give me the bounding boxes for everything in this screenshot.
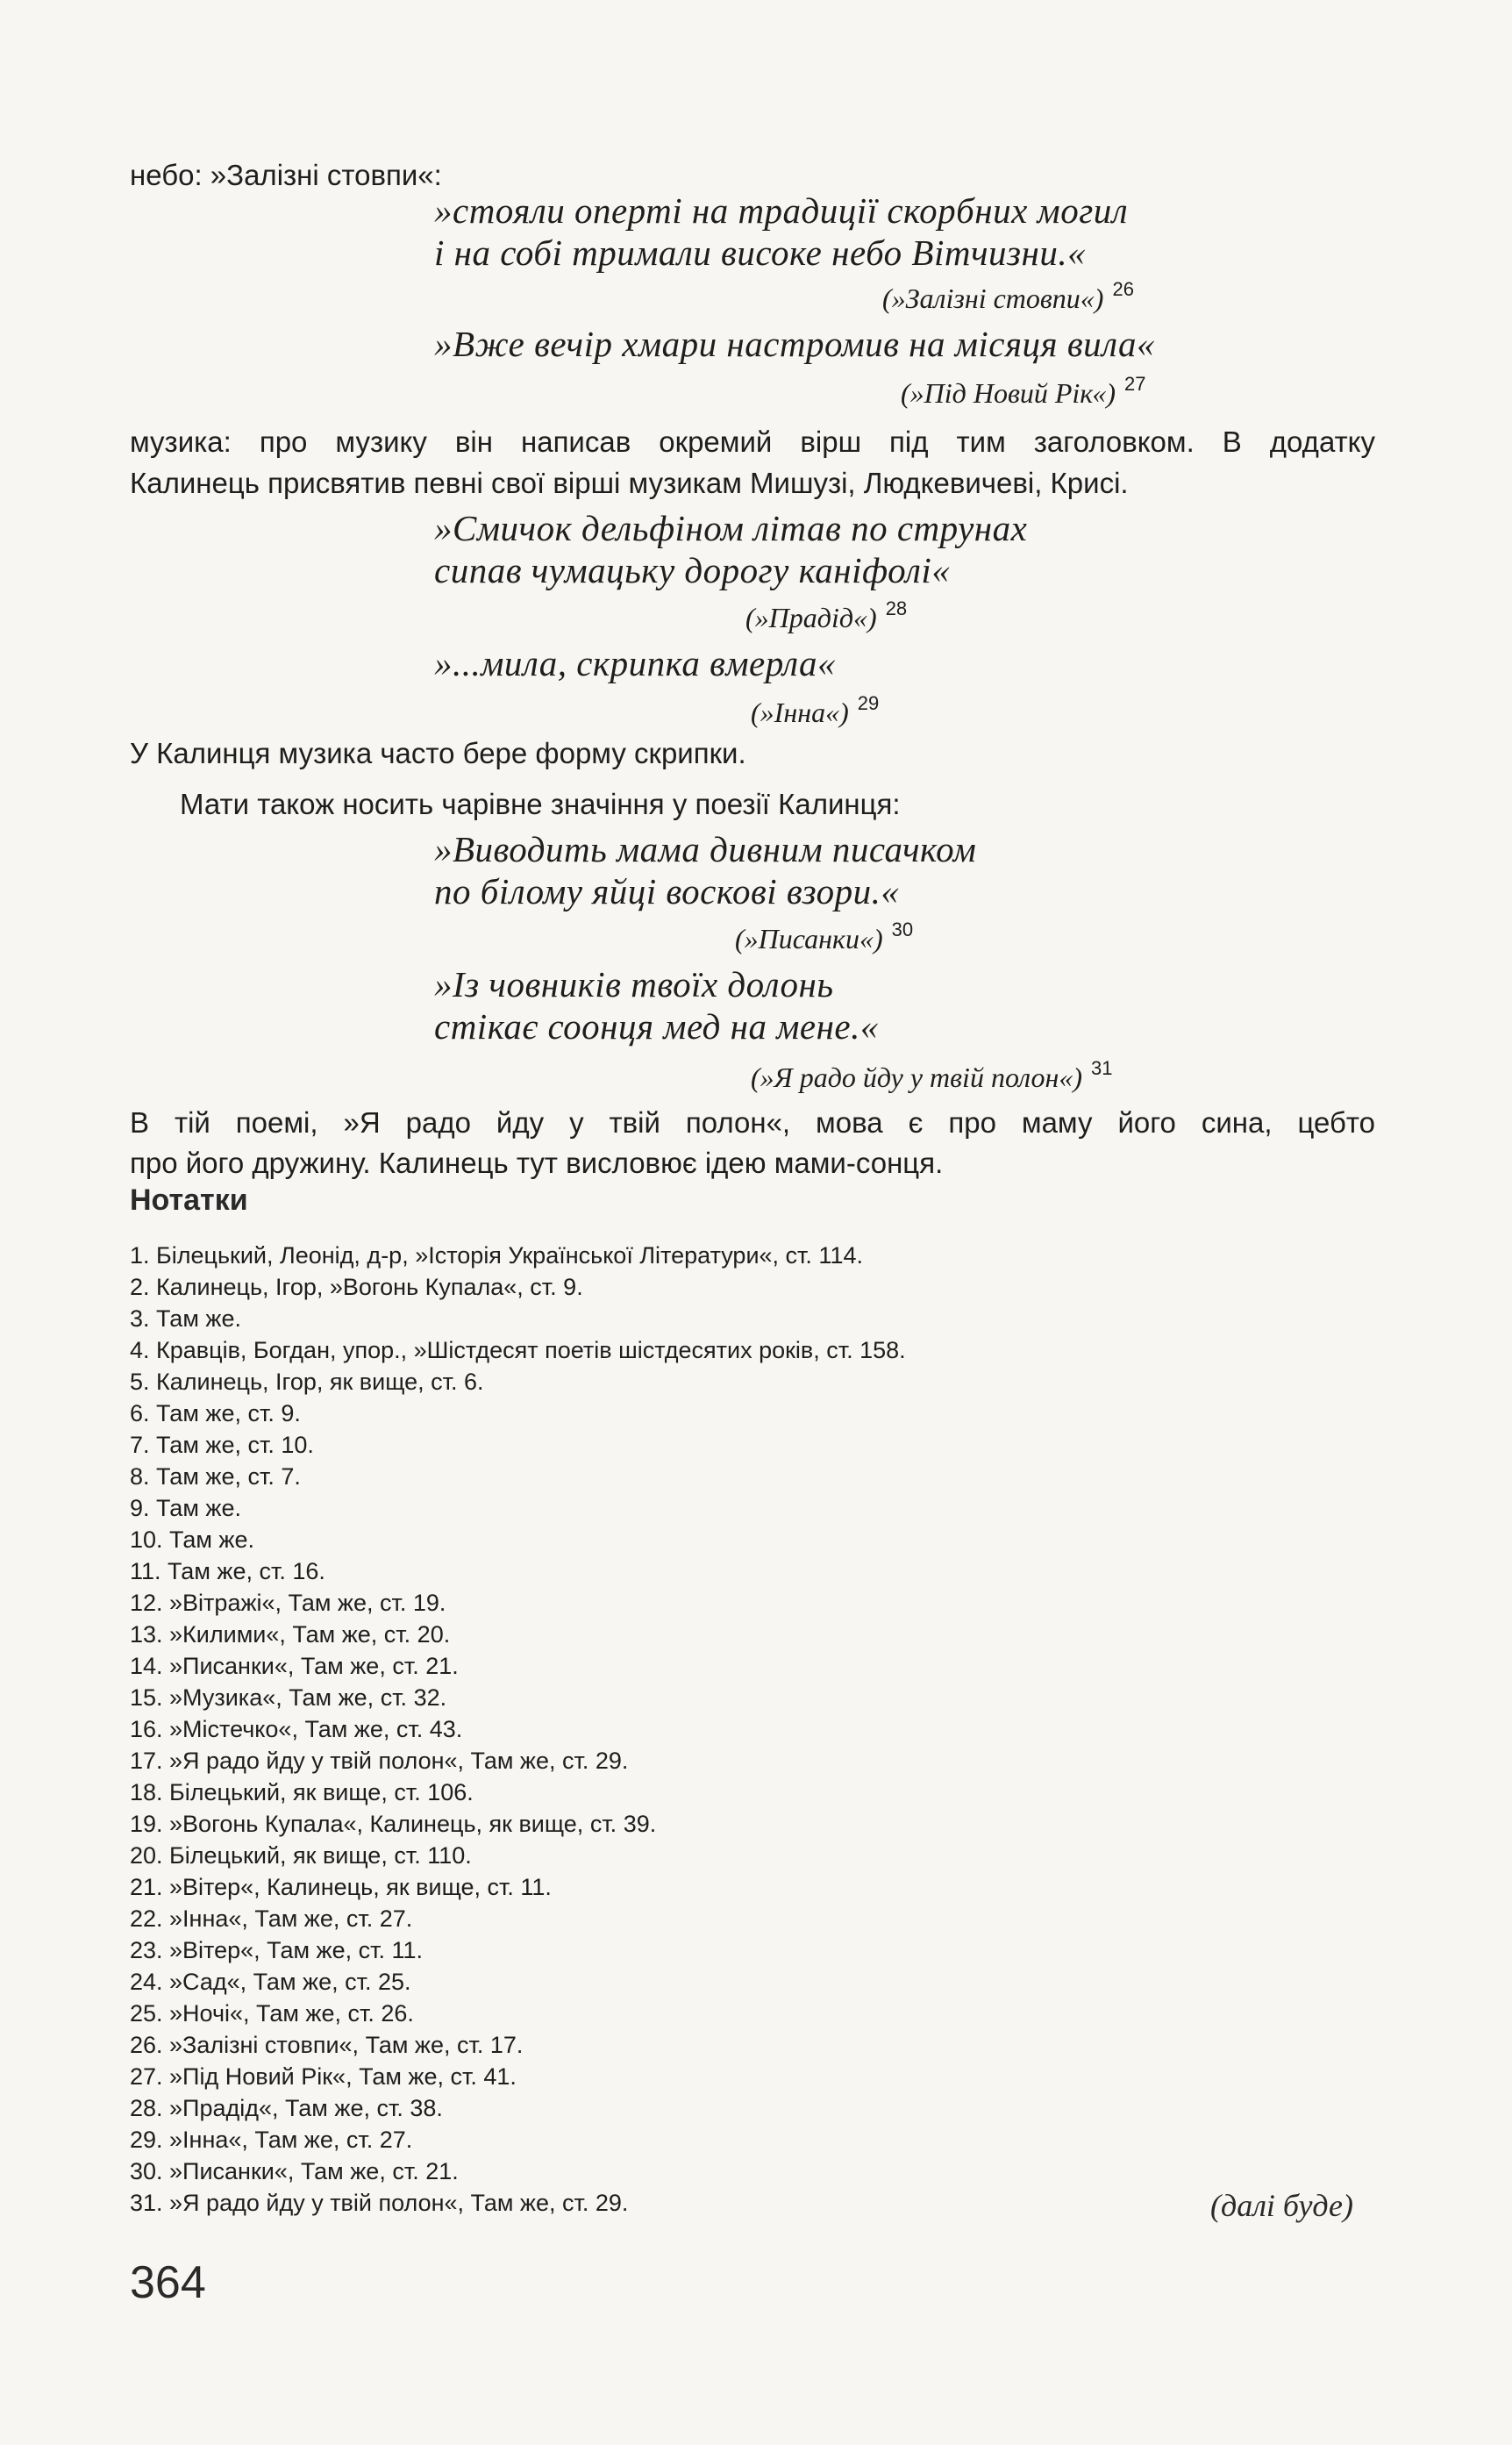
note-item: 14. »Писанки«, Там же, ст. 21.	[130, 1653, 459, 1679]
note-item: 27. »Під Новий Рік«, Там же, ст. 41.	[130, 2063, 517, 2090]
note-item: 6. Там же, ст. 9.	[130, 1400, 301, 1426]
quote-source	[751, 686, 879, 730]
paragraph-music-line: музика: про музику він написав окремий вірш під тим заголовком. В додатку	[130, 425, 1375, 458]
note-item: 24. »Сад«, Там же, ст. 25.	[130, 1969, 411, 1995]
footnote-ref: 26	[1112, 278, 1134, 300]
quote-line: стікає соонця мед на мене.«	[434, 1006, 879, 1047]
paragraph-poem-line: про його дружину. Калинець тут висловює ідею мами-сонця.	[130, 1147, 944, 1179]
quote-source-title: (»Інна«)	[751, 697, 849, 728]
footnote-ref: 31	[1091, 1057, 1113, 1079]
quote-line: по білому яйці воскові взори.«	[434, 871, 900, 912]
paragraph-music-line: Калинець присвятив певні свої вірші музикам Мишузі, Людкевичеві, Крисі.	[130, 467, 1129, 499]
note-item: 23. »Вітер«, Там же, ст. 11.	[130, 1937, 424, 1963]
note-item: 11. Там же, ст. 16.	[130, 1558, 325, 1584]
note-item: 21. »Вітер«, Калинець, як вище, ст. 11.	[130, 1874, 552, 1900]
note-item: 10. Там же.	[130, 1526, 254, 1553]
notes-heading: Нотатки	[130, 1183, 248, 1217]
note-item: 1. Білецький, Леонід, д-р, »Історія Української Літератури«, ст. 114.	[130, 1242, 863, 1269]
note-item: 18. Білецький, як вище, ст. 106.	[130, 1779, 474, 1805]
quote-line: і на собі тримали високе небо Вітчизни.«	[434, 232, 1087, 273]
note-item: 20. Білецький, як вище, ст. 110.	[130, 1842, 472, 1869]
quote-line: »Вже вечір хмари настромив на місяця вила«	[434, 324, 1156, 364]
note-item: 5. Калинець, Ігор, як вище, ст. 6.	[130, 1369, 484, 1395]
quote-source-title: (»Писанки«)	[735, 923, 883, 954]
footnote-ref: 28	[885, 597, 908, 619]
quote-source-title: (»Залізні стовпи«)	[882, 282, 1104, 314]
paragraph-violin: У Калинця музика часто бере форму скрипки.	[130, 737, 746, 769]
quote-source	[745, 591, 907, 635]
page-number: 364	[130, 2257, 206, 2308]
paragraph-poem-line: В тій поемі, »Я радо йду у твій полон«, мова є про маму його сина, цебто	[130, 1106, 1375, 1139]
note-item: 3. Там же.	[130, 1305, 241, 1332]
note-item: 13. »Килими«, Там же, ст. 20.	[130, 1621, 451, 1648]
note-item: 8. Там же, ст. 7.	[130, 1463, 301, 1490]
paragraph-intro: небо: »Залізні стовпи«:	[130, 159, 442, 191]
note-item: 30. »Писанки«, Там же, ст. 21.	[130, 2158, 459, 2184]
quote-source	[901, 367, 1146, 411]
quote-source	[735, 912, 913, 956]
footnote-ref: 30	[891, 919, 914, 940]
note-item: 12. »Вітражі«, Там же, ст. 19.	[130, 1590, 446, 1616]
note-item: 28. »Прадід«, Там же, ст. 38.	[130, 2095, 443, 2121]
footnote-ref: 27	[1124, 373, 1146, 395]
note-item: 25. »Ночі«, Там же, ст. 26.	[130, 2000, 414, 2027]
quote-line: »Виводить мама дивним писачком	[434, 829, 977, 869]
note-item: 22. »Інна«, Там же, ст. 27.	[130, 1905, 413, 1932]
quote-line: »Із човників твоїх долонь	[434, 964, 834, 1004]
note-item: 31. »Я радо йду у твій полон«, Там же, ст. 29.	[130, 2190, 629, 2216]
paragraph-mother: Мати також носить чарівне значіння у поезії Калинця:	[180, 788, 901, 820]
note-item: 4. Кравців, Богдан, упор., »Шістдесят поетів шістдесятих років, ст. 158.	[130, 1337, 906, 1363]
footnote-ref: 29	[857, 692, 880, 714]
note-item: 17. »Я радо йду у твій полон«, Там же, ст. 29.	[130, 1748, 629, 1774]
note-item: 29. »Інна«, Там же, ст. 27.	[130, 2127, 413, 2153]
note-item: 19. »Вогонь Купала«, Калинець, як вище, ст. 39.	[130, 1811, 657, 1837]
note-item: 2. Калинець, Ігор, »Вогонь Купала«, ст. 9.	[130, 1274, 583, 1300]
quote-line: »Смичок дельфіном літав по струнах	[434, 508, 1028, 548]
note-item: 16. »Містечко«, Там же, ст. 43.	[130, 1716, 463, 1742]
quote-line: »...мила, скрипка вмерла«	[434, 643, 837, 683]
note-item: 26. »Залізні стовпи«, Там же, ст. 17.	[130, 2032, 524, 2058]
note-item: 9. Там же.	[130, 1495, 241, 1521]
quote-source	[751, 1051, 1113, 1095]
quote-source-title: (»Прадід«)	[745, 602, 877, 633]
quote-source-title: (»Під Новий Рік«)	[901, 377, 1116, 409]
quote-line: сипав чумацьку дорогу каніфолі«	[434, 550, 951, 590]
quote-source	[882, 272, 1134, 316]
continued-note: (далі буде)	[1210, 2188, 1354, 2223]
note-item: 7. Там же, ст. 10.	[130, 1432, 314, 1458]
quote-source-title: (»Я радо йду у твій полон«)	[751, 1062, 1083, 1093]
note-item: 15. »Музика«, Там же, ст. 32.	[130, 1684, 447, 1711]
quote-line: »стояли оперті на традиції скорбних могил	[434, 190, 1129, 231]
notes-list	[130, 1240, 906, 2219]
